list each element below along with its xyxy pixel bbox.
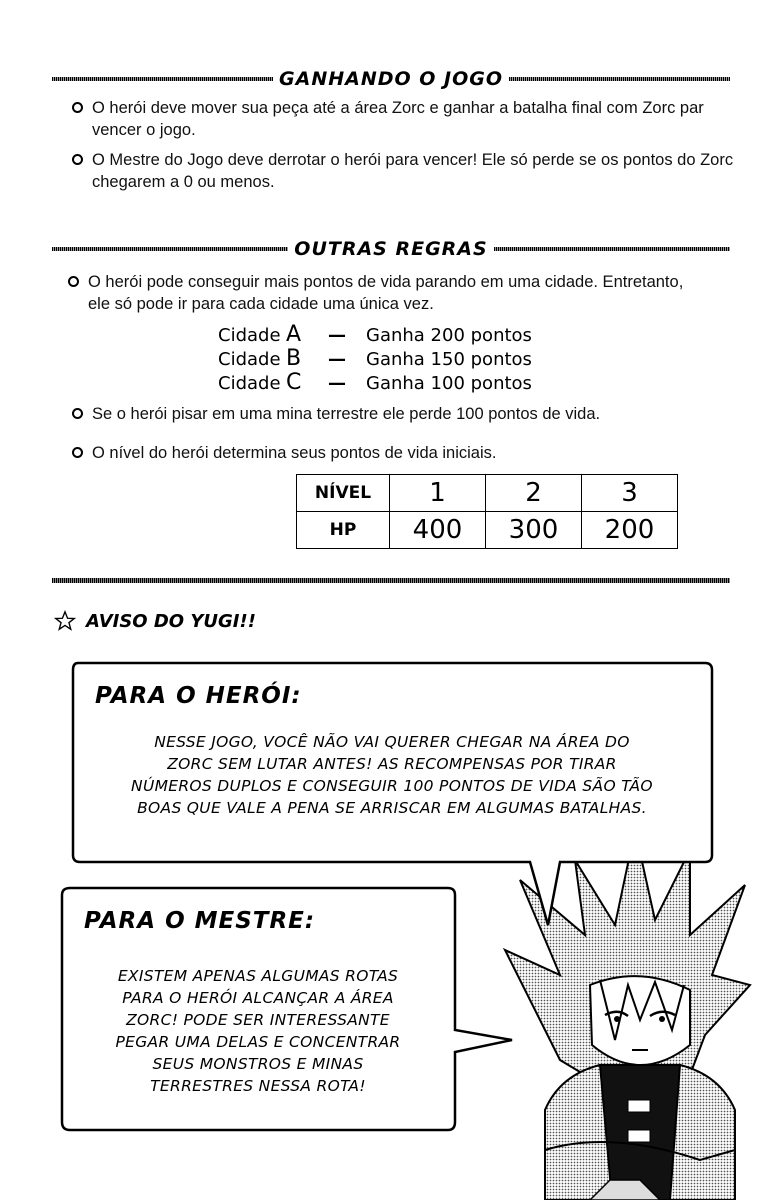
table-cell: 200	[582, 512, 678, 549]
master-tip-title: PARA O MESTRE:	[84, 908, 316, 934]
table-cell: HP	[297, 512, 390, 549]
table-cell: 2	[486, 475, 582, 512]
master-tip-text: EXISTEM APENAS ALGUMAS ROTAS PARA O HERÓI ALCANÇAR A ÁREA ZORC! PODE SER INTERESSANTE PEGAR UMA DELAS E CONCENTRAR SEUS MONSTROS E MINAS TERRESTRES NESSA ROTA!	[115, 967, 401, 1095]
aviso-heading: AVISO DO YUGI!!	[54, 610, 256, 632]
rule-bullet-mine: Se o herói pisar em uma mina terrestre ele perde 100 pontos de vida.	[72, 403, 732, 425]
rule-bullet-level: O nível do herói determina seus pontos de vida iniciais.	[72, 442, 732, 464]
city-row-a: Cidade A — Ganha 200 pontos	[218, 322, 532, 347]
rule-bullet-city-hp: O herói pode conseguir mais pontos de vida parando em uma cidade. Entretanto, ele só pode ir para cada cidade uma única vez.	[68, 271, 688, 315]
city-row-c: Cidade C — Ganha 100 pontos	[218, 370, 532, 395]
rule-bullet-master-win: O Mestre do Jogo deve derrotar o herói para vencer! Ele só perde se os pontos do Zorc chegarem a 0 ou menos.	[72, 149, 752, 193]
table-cell: 3	[582, 475, 678, 512]
table-cell: 400	[390, 512, 486, 549]
hero-tip-text: NESSE JOGO, VOCÊ NÃO VAI QUERER CHEGAR NA ÁREA DO ZORC SEM LUTAR ANTES! AS RECOMPENSAS POR TIRAR NÚMEROS DUPLOS E CONSEGUIR 100 PONTOS DE VIDA SÃO TÃO BOAS QUE VALE A PENA SE ARRISCAR EM ALGUMAS BATALHAS.	[131, 733, 653, 817]
hero-tip-title: PARA O HERÓI:	[95, 683, 302, 709]
table-cell: NÍVEL	[297, 475, 390, 512]
city-row-b: Cidade B — Ganha 150 pontos	[218, 346, 532, 371]
section-title-other-rules: OUTRAS REGRAS	[294, 238, 488, 260]
section-title-winning: GANHANDO O JOGO	[279, 68, 503, 90]
rule-bullet-hero-win: O herói deve mover sua peça até a área Zorc e ganhar a batalha final com Zorc par vencer o jogo.	[72, 97, 752, 141]
table-cell: 300	[486, 512, 582, 549]
table-cell: 1	[390, 475, 486, 512]
